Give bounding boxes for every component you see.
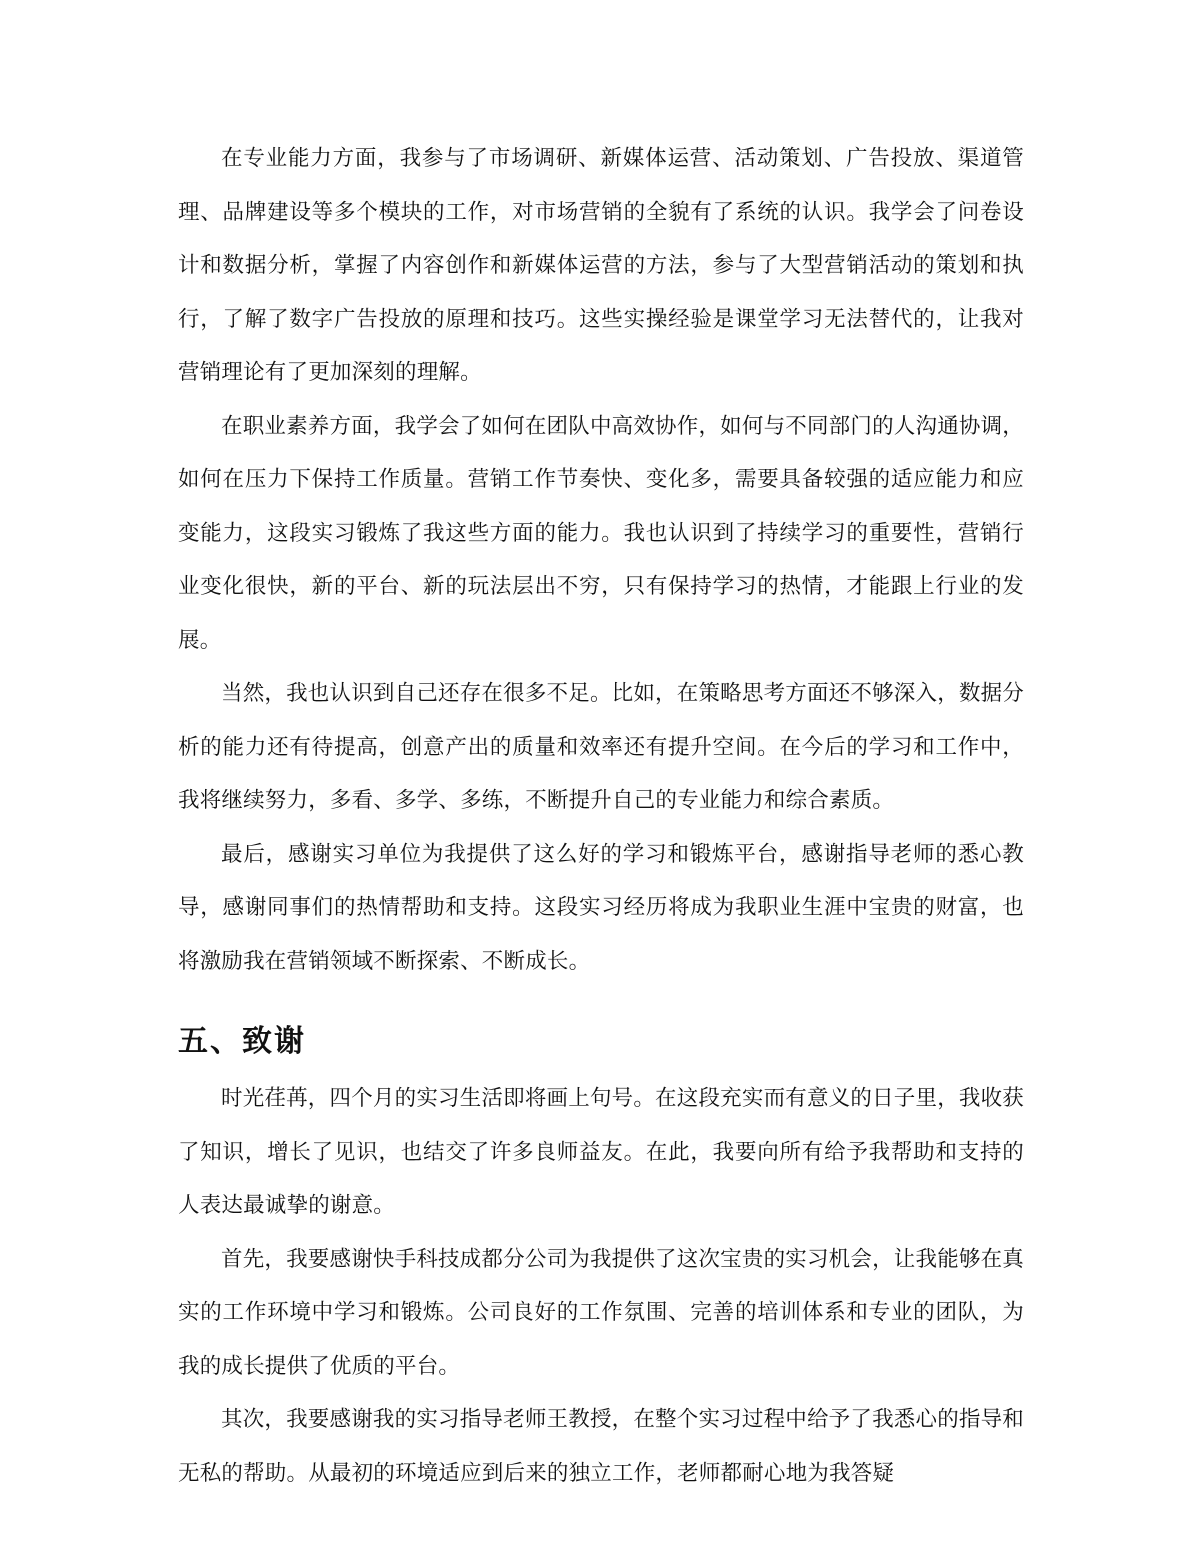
paragraph-closing-thanks: 最后，感谢实习单位为我提供了这么好的学习和锻炼平台，感谢指导老师的悉心教导，感谢同事们的热情帮助和支持。这段实习经历将成为我职业生涯中宝贵的财富，也将激励我在营销领域不断探索、不断成长。 xyxy=(178,841,1024,974)
paragraph-professional-quality: 在职业素养方面，我学会了如何在团队中高效协作，如何与不同部门的人沟通协调，如何在压力下保持工作质量。营销工作节奏快、变化多，需要具备较强的适应能力和应变能力，这段实习锻炼了我这些方面的能力。我也认识到了持续学习的重要性，营销行业变化很快，新的平台、新的玩法层出不穷，只有保持学习的热情，才能跟上行业的发展。 xyxy=(178,413,1024,653)
paragraph-ack-intro: 时光荏苒，四个月的实习生活即将画上句号。在这段充实而有意义的日子里，我收获了知识，增长了见识，也结交了许多良师益友。在此，我要向所有给予我帮助和支持的人表达最诚挚的谢意。 xyxy=(178,1086,1024,1218)
paragraph-professional-ability: 在专业能力方面，我参与了市场调研、新媒体运营、活动策划、广告投放、渠道管理、品牌建设等多个模块的工作，对市场营销的全貌有了系统的认识。我学会了问卷设计和数据分析，掌握了内容创作和新媒体运营的方法，参与了大型营销活动的策划和执行，了解了数字广告投放的原理和技巧。这些实操经验是课堂学习无法替代的，让我对营销理论有了更加深刻的理解。 xyxy=(178,146,1024,385)
paragraph-shortcomings: 当然，我也认识到自己还存在很多不足。比如，在策略思考方面还不够深入，数据分析的能力还有待提高，创意产出的质量和效率还有提升空间。在今后的学习和工作中，我将继续努力，多看、多学、多练，不断提升自己的专业能力和综合素质。 xyxy=(178,681,1024,813)
document-body xyxy=(178,132,1024,1500)
paragraph-ack-advisor: 其次，我要感谢我的实习指导老师王教授，在整个实习过程中给予了我悉心的指导和无私的帮助。从最初的环境适应到后来的独立工作，老师都耐心地为我答疑 xyxy=(178,1407,1024,1486)
section-heading-acknowledgements: 五、致谢 xyxy=(178,1024,306,1059)
paragraph-ack-company: 首先，我要感谢快手科技成都分公司为我提供了这次宝贵的实习机会，让我能够在真实的工作环境中学习和锻炼。公司良好的工作氛围、完善的培训体系和专业的团队，为我的成长提供了优质的平台。 xyxy=(178,1246,1024,1379)
